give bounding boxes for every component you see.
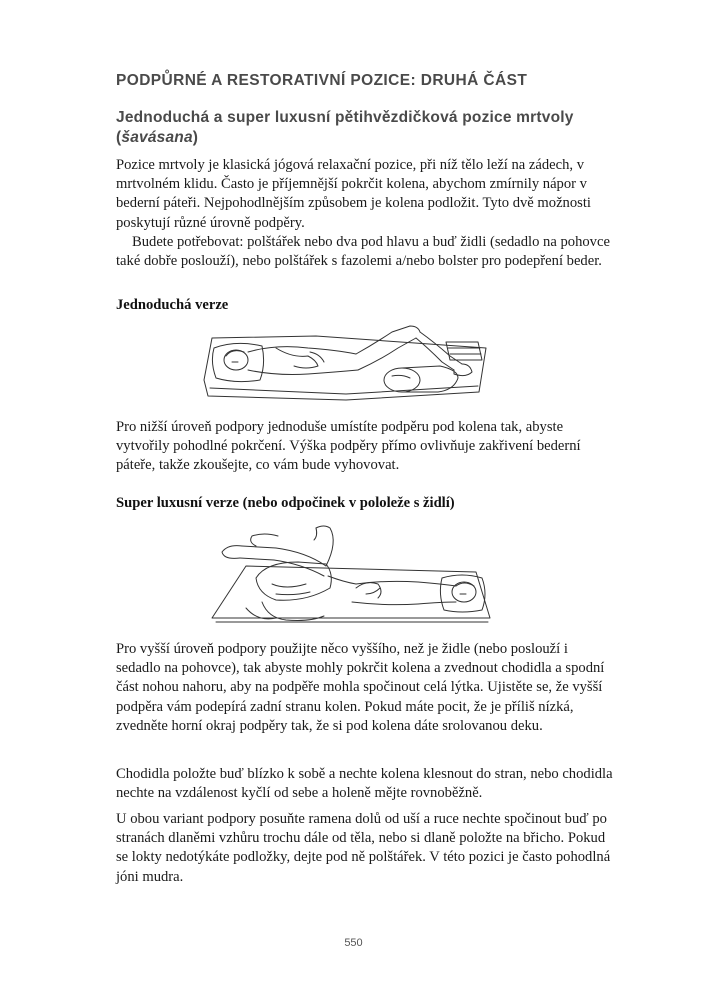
needs-paragraph: Budete potřebovat: polštářek nebo dva pod hlavu a buď židli (sedadlo na pohovce také dobře poslouží), nebo polštářek s fazolemi a/nebo bolster pro podepření beder. (116, 234, 610, 270)
section-title-text: Jednoduchá a super luxusní pětihvězdičková pozice mrtvoly ( (116, 109, 574, 146)
feet-paragraph: Chodidla položte buď blízko k sobě a nechte kolena klesnout do stran, nebo chodidla nechte na vzdálenost kyčlí od sebe a holeně mějte rovnoběžně. (116, 766, 613, 802)
deluxe-version-paragraph: Pro vyšší úroveň podpory použijte něco vyššího, než je židle (nebo poslouží i sedadlo na pohovce), tak abyste mohly pokrčit kolena a zvednout chodidla a spodní část nohou nahoru, aby na podpěře mohla spočinout celá lýtka. Ujistěte se, že vyšší podpěra vám podepírá zadní stranu kolen. Pokud máte pocit, že je příliš nízká, zvedněte horní okraj podpěry tak, že si pod kolena dáte srolovanou deku. (116, 641, 605, 734)
section-title (116, 108, 586, 148)
arms-paragraph: U obou variant podpory posuňte ramena dolů od uší a ruce nechte spočinout buď po stranách dlaněmi vzhůru trochu dále od těla, nebo si dlaně položte na břicho. Pokud se lokty nedotýkáte podložky, dejte pod ně polštářek. V této pozici je často pohodlná jóni mudra. (116, 811, 611, 885)
deluxe-version-illustration (206, 522, 496, 630)
deluxe-version-heading: Super luxusní verze (nebo odpočinek v pololeže s židlí) (116, 495, 455, 511)
page-number: 550 (344, 937, 363, 949)
chapter-title: PODPŮRNÉ A RESTORATIVNÍ POZICE: DRUHÁ ČÁST (116, 72, 528, 89)
simple-version-illustration (196, 318, 496, 406)
simple-version-heading: Jednoduchá verze (116, 297, 229, 313)
section-title-sanskrit: šavásana (121, 129, 193, 146)
section-title-close: ) (192, 129, 199, 146)
intro-paragraph: Pozice mrtvoly je klasická jógová relaxační pozice, při níž tělo leží na zádech, v mrtvolném klidu. Často je příjemnější pokrčit kolena, abychom zmírnily nápor v bederní páteři. Nejpohodlnějším způsobem je kolena podložit. Tyto dvě možnosti poskytují různé úrovně podpěry. (116, 157, 591, 231)
simple-version-paragraph: Pro nižší úroveň podpory jednoduše umístíte podpěru pod kolena tak, abyste vytvořily pohodlné pokrčení. Výška podpěry přímo ovlivňuje zakřivení bederní páteře, takže zkoušejte, co vám bude vyhovovat. (116, 419, 581, 474)
